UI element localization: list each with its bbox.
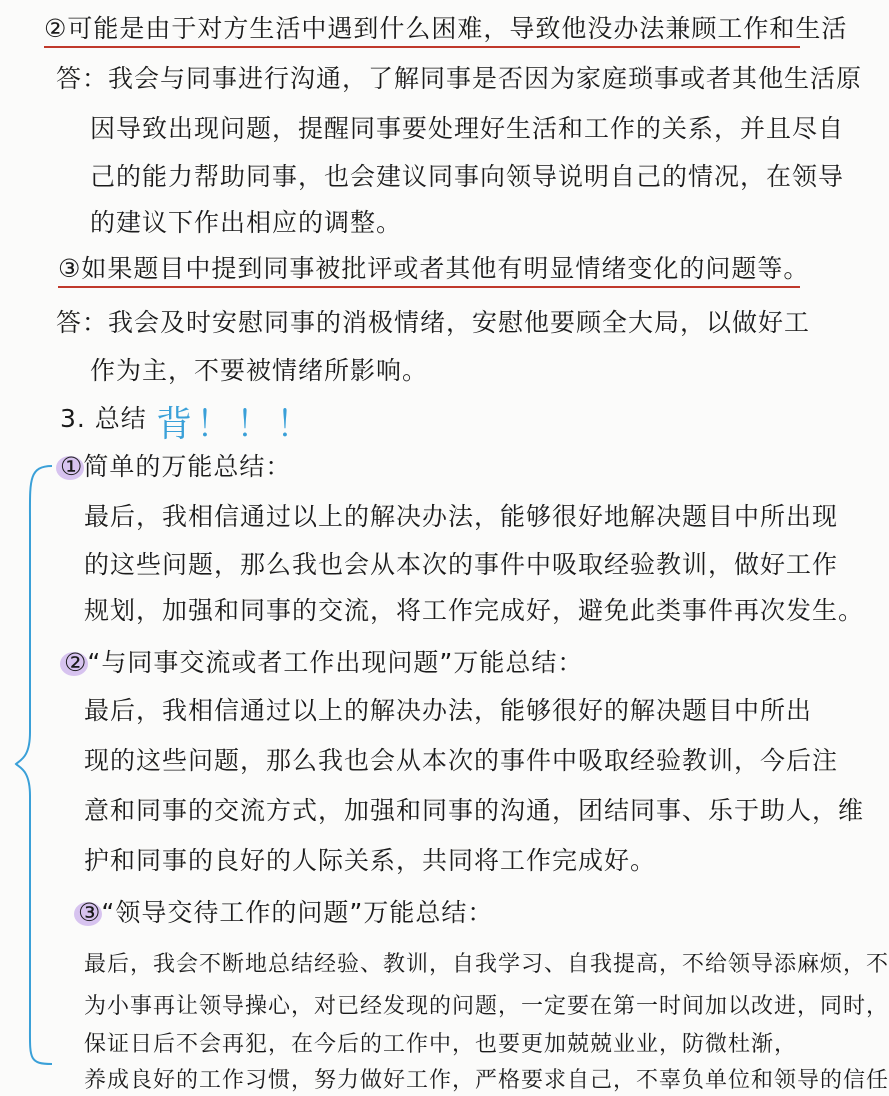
text-line-16: 现的这些问题，那么我也会从本次的事件中吸取经验教训，今后注 [84,746,839,775]
text-line-6: ③如果题目中提到同事被批评或者其他有明显情绪变化的问题等。 [58,254,800,288]
text-line-7: 答：我会及时安慰同事的消极情绪，安慰他要顾全大局，以做好工 [56,308,811,337]
text-line-22: 保证日后不会再犯，在今后的工作中，也要更加兢兢业业，防微杜渐， [84,1032,798,1057]
text-line-20: 最后，我会不断地总结经验、教训，自我学习、自我提高，不给领导添麻烦，不 [84,952,889,977]
text-line-21: 为小事再让领导操心，对已经发现的问题，一定要在第一时间加以改进，同时， [84,994,889,1019]
subheading-3: ③“领导交待工作的问题”万能总结： [78,898,494,927]
text-line-15: 最后，我相信通过以上的解决办法，能够很好的解决题目中所出 [84,696,813,725]
text-line-1: ②可能是由于对方生活中遇到什么困难，导致他没办法兼顾工作和生活 [44,14,800,48]
bracket-brace [14,462,54,1068]
text-line-11: 最后，我相信通过以上的解决办法，能够很好地解决题目中所出现 [84,502,839,531]
text-line-4: 己的能力帮助同事，也会建议同事向领导说明自己的情况，在领导 [90,162,845,191]
text-line-23: 养成良好的工作习惯，努力做好工作，严格要求自己，不辜负单位和领导的信任 [84,1068,889,1093]
section-heading-summary: 3. 总结 [60,404,147,433]
subheading-2: ②“与同事交流或者工作出现问题”万能总结： [64,648,584,677]
text-line-2: 答：我会与同事进行沟通，了解同事是否因为家庭琐事或者其他生活原 [56,64,863,93]
text-line-13: 规划，加强和同事的交流，将工作完成好，避免此类事件再次发生。 [84,596,865,625]
text-line-12: 的这些问题，那么我也会从本次的事件中吸取经验教训，做好工作 [84,550,839,579]
text-line-17: 意和同事的交流方式，加强和同事的沟通，团结同事、乐于助人，维 [84,796,865,825]
memorize-note: 背！！！ [156,404,317,445]
text-line-8: 作为主，不要被情绪所影响。 [90,356,429,385]
subheading-1: ①简单的万能总结： [60,452,292,481]
text-line-18: 护和同事的良好的人际关系，共同将工作完成好。 [84,846,657,875]
text-line-5: 的建议下作出相应的调整。 [90,208,403,237]
text-line-3: 因导致出现问题，提醒同事要处理好生活和工作的关系，并且尽自 [90,114,845,143]
